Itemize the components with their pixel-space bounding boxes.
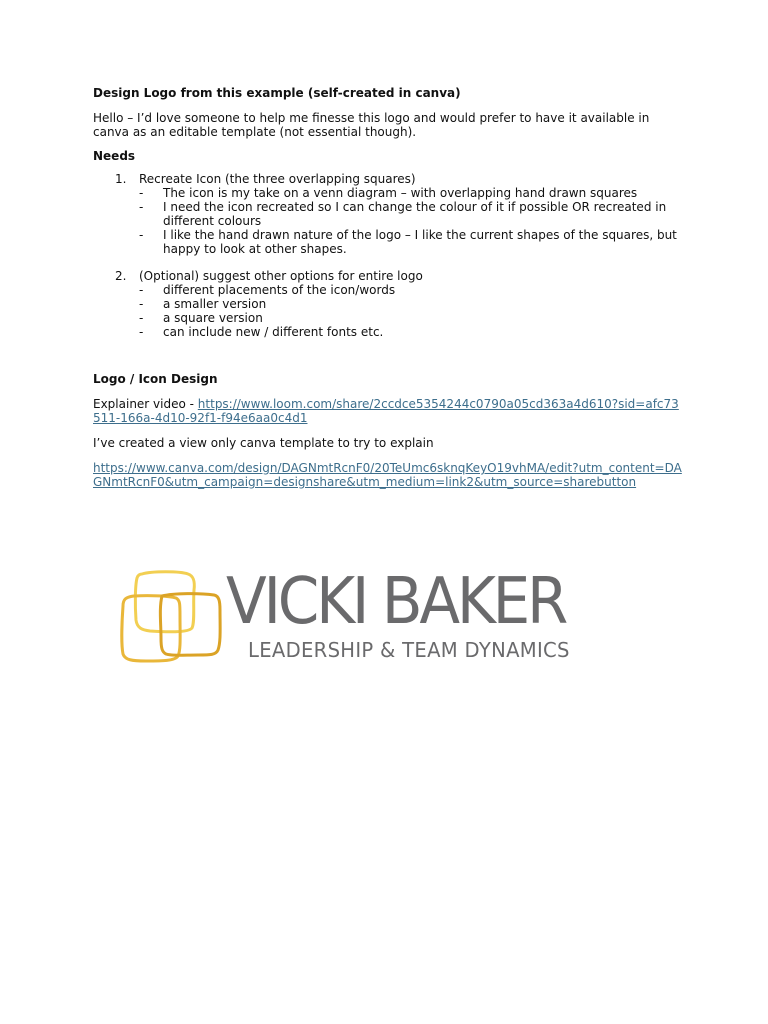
needs-item-2 xyxy=(93,269,683,283)
sub-item xyxy=(93,297,683,311)
sub-item xyxy=(93,283,683,297)
dash-bullet: - xyxy=(139,311,144,325)
sub-item-text: different placements of the icon/words xyxy=(163,283,396,297)
brand-logo xyxy=(118,565,658,668)
brand-name: VICKI BAKER xyxy=(226,565,566,639)
sub-item-text: The icon is my take on a venn diagram – with overlapping hand drawn squares xyxy=(163,186,638,200)
sub-item-text: a square version xyxy=(163,311,263,325)
dash-bullet: - xyxy=(139,228,144,242)
dash-bullet: - xyxy=(139,200,144,214)
logo-section-heading: Logo / Icon Design xyxy=(93,372,218,386)
sub-item xyxy=(93,228,683,256)
needs-item-1 xyxy=(93,172,683,186)
explainer-paragraph xyxy=(93,397,683,425)
list-number: 1. xyxy=(115,172,127,186)
sub-item-text: I like the hand drawn nature of the logo – I like the current shapes of the squares, but happy to look at other shapes. xyxy=(163,228,677,256)
dash-bullet: - xyxy=(139,297,144,311)
sub-item xyxy=(93,325,683,339)
sub-item xyxy=(93,186,683,200)
list-item-text: (Optional) suggest other options for entire logo xyxy=(139,269,423,283)
needs-heading: Needs xyxy=(93,149,136,163)
sub-item-text: a smaller version xyxy=(163,297,267,311)
canva-paragraph: I’ve created a view only canva template to try to explain xyxy=(93,436,434,450)
intro-paragraph: Hello – I’d love someone to help me finesse this logo and would prefer to have it available in canva as an editable template (not essential though). xyxy=(93,111,650,139)
explainer-label: Explainer video - xyxy=(93,397,198,411)
brand-tagline: LEADERSHIP & TEAM DYNAMICS xyxy=(248,638,570,662)
sub-item xyxy=(93,311,683,325)
sub-item xyxy=(93,200,683,228)
list-number: 2. xyxy=(115,269,127,283)
canva-link-paragraph xyxy=(93,461,683,489)
sub-item-text: can include new / different fonts etc. xyxy=(163,325,384,339)
document-body xyxy=(93,80,683,489)
three-overlapping-squares-icon xyxy=(118,568,228,668)
explainer-video-link[interactable]: https://www.loom.com/share/2ccdce5354244c0790a05cd363a4d610?sid=afc73511-166a-4d10-92f1-f94e6aa0c4d1 xyxy=(93,397,679,425)
needs-list xyxy=(93,172,683,339)
square-mid-shape xyxy=(122,596,180,661)
canva-template-link[interactable]: https://www.canva.com/design/DAGNmtRcnF0/20TeUmc6sknqKeyO19vhMA/edit?utm_content=DAGNmtRcnF0&utm_campaign=designshare&utm_medium=link2&utm_source=sharebutton xyxy=(93,461,682,489)
dash-bullet: - xyxy=(139,283,144,297)
square-dark-shape xyxy=(160,594,220,656)
square-light-shape xyxy=(135,572,194,632)
dash-bullet: - xyxy=(139,186,144,200)
dash-bullet: - xyxy=(139,325,144,339)
document-title: Design Logo from this example (self-created in canva) xyxy=(93,86,461,100)
list-item-text: Recreate Icon (the three overlapping squares) xyxy=(139,172,416,186)
sub-item-text: I need the icon recreated so I can change the colour of it if possible OR recreated in different colours xyxy=(163,200,667,228)
